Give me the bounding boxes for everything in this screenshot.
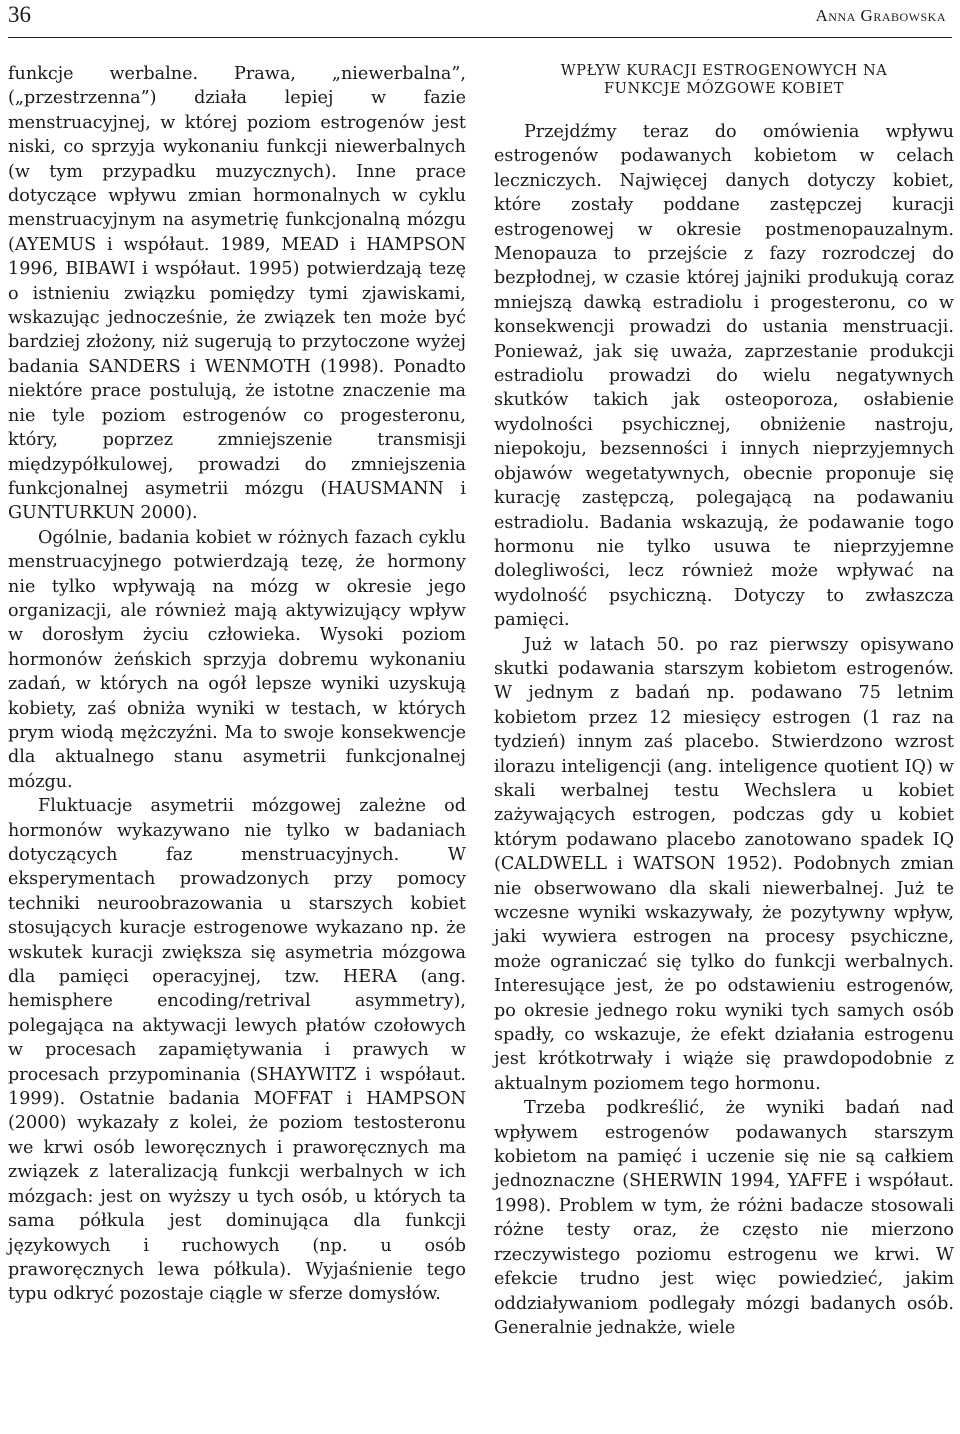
right-paragraph-1: Przejdźmy teraz do omówienia wpływu estrogenów podawanych kobietom w celach leczniczych. Najwięcej danych dotyczy kobiet, które zostały poddane zastępczej kuracji estrogenowej w okresie postmenopauzalnym. Menopauza to przejście z fazy rozrodczej do bezpłodnej, w czasie której jajniki produkują coraz mniejszą dawką estradiolu i progesteronu, co w konsekwencji prowadzi do ustania menstruacji. Ponieważ, jak się uważa, zaprzestanie produkcji estradiolu prowadzi do wielu negatywnych skutków takich jak osteoporoza, osłabienie wydolności psychicznej, obniżenie nastroju, niepokoju, bezsenności i innych nieprzyjemnych objawów wegetatywnych, obecnie proponuje się kurację zastępczą, polegającą na podawaniu estradiolu. Badania wskazują, że podawanie togo hormonu nie tylko usuwa te nieprzyjemne dolegliwości, lecz również może wpływać na wydolność psychiczną. Dotyczy to zwłaszcza pamięci. [494,122,954,631]
left-column [8,62,466,1307]
left-paragraph-2: Ogólnie, badania kobiet w różnych fazach cyklu menstruacyjnego potwierdzają tezę, że hormony nie tylko wpływają na mózg w okresie jego organizacji, ale również mają aktywizujący wpływ w dorosłym życiu człowieka. Wysoki poziom hormonów żeńskich sprzyja dobremu wykonaniu zadań, w których na ogół lepsze wyniki uzyskują kobiety, zaś obniża wyniki w testach, w których prym wiodą mężczyźni. Ma to swoje konsekwencje dla aktualnego stanu asymetrii funkcjonalnej mózgu. [8,527,466,792]
page-number: 36 [8,2,31,27]
section-title-line-1: WPŁYW KURACJI ESTROGENOWYCH NA [560,63,888,79]
page-header [8,0,952,40]
header-rule [8,37,952,38]
section-title [494,62,954,98]
section-title-line-2: FUNKCJE MÓZGOWE KOBIET [603,81,845,97]
left-paragraph-1: funkcje werbalne. Prawa, „niewerbalna”, („przestrzenna”) działa lepiej w fazie menstruacyjnej, w której poziom estrogenów jest niski, co sprzyja wykonaniu funkcji niewerbalnych (w tym przypadku muzycznych). Inne prace dotyczące wpływu zmian hormonalnych w cyklu menstruacyjnym na asymetrię funkcjonalną mózgu (AYEMUS i współaut. 1989, MEAD i HAMPSON 1996, BIBAWI i współaut. 1995) potwierdzają tezę o istnieniu związku pomiędzy tymi zjawiskami, wskazując jednocześnie, że związek ten może być bardziej złożony, niż sugerują to przytoczone wyżej badania SANDERS i WENMOTH (1998). Ponadto niektóre prace postulują, że istotne znaczenie ma nie tyle poziom estrogenów co progesteronu, który, poprzez zmniejszenie transmisji międzypółkulowej, prowadzi do zmniejszenia funkcjonalnej asymetrii mózgu (HAUSMANN i GUNTURKUN 2000). [8,64,466,524]
right-paragraph-2: Już w latach 50. po raz pierwszy opisywano skutki podawania starszym kobietom estrogenów. W jednym z badań np. podawano 75 letnim kobietom przez 12 miesięcy estrogen (1 raz na tydzień) innym zaś placebo. Stwierdzono wzrost ilorazu inteligencji (ang. inteligence quotient IQ) w skali werbalnej testu Wechslera u kobiet zażywających estrogen, podczas gdy u kobiet którym podawano placebo zanotowano spadek IQ (CALDWELL i WATSON 1952). Podobnych zmian nie obserwowano dla skali niewerbalnej. Już te wczesne wyniki wskazywały, że pozytywny wpływ, jaki wywiera estrogen na procesy psychiczne, może ograniczać się tylko do funkcji werbalnych. Interesujące jest, że po odstawieniu estrogenów, po okresie jednego roku wyniki tych samych osób spadły, co wskazuje, że efekt działania estrogenu jest krótkotrwały i wiąże się prawdopodobnie z aktualnym poziomem tego hormonu. [494,634,954,1094]
right-column [494,62,954,1340]
right-paragraph-3: Trzeba podkreślić, że wyniki badań nad wpływem estrogenów podawanych starszym kobietom na pamięć i uczenie się nie są całkiem jednoznaczne (SHERWIN 1994, YAFFE i współaut. 1998). Problem w tym, że różni badacze stosowali różne testy oraz, że często nie mierzono rzeczywistego poziomu estrogenu we krwi. W efekcie trudno jest więc powiedzieć, jakim oddziaływaniom podlegały mózgi badanych osób. Generalnie jednakże, wiele [494,1098,954,1338]
left-paragraph-3: Fluktuacje asymetrii mózgowej zależne od hormonów wykazywano nie tylko w badaniach dotyczących faz menstruacyjnych. W eksperymentach prowadzonych przy pomocy techniki neuroobrazowania u starszych kobiet stosujących kuracje estrogenowe wykazano np. że wskutek kuracji zwiększa się asymetria mózgowa dla pamięci operacyjnej, tzw. HERA (ang. hemisphere encoding/retrival asymmetry), polegająca na aktywacji lewych płatów czołowych w procesach zapamiętywania i prawych w procesach przypominania (SHAYWITZ i współaut. 1999). Ostatnie badania MOFFAT i HAMPSON (2000) wykazały z kolei, że poziom testosteronu we krwi osób leworęcznych i praworęcznych ma związek z lateralizacją funkcji werbalnych w ich mózgach: jest on wyższy u tych osób, u których ta sama półkula jest dominująca dla funkcji językowych i ruchowych (np. u osób praworęcznych lewa półkula). Wyjaśnienie tego typu odkryć pozostaje ciągle w sferze domysłów. [8,796,466,1305]
running-head-author: Anna Grabowska [815,6,946,25]
